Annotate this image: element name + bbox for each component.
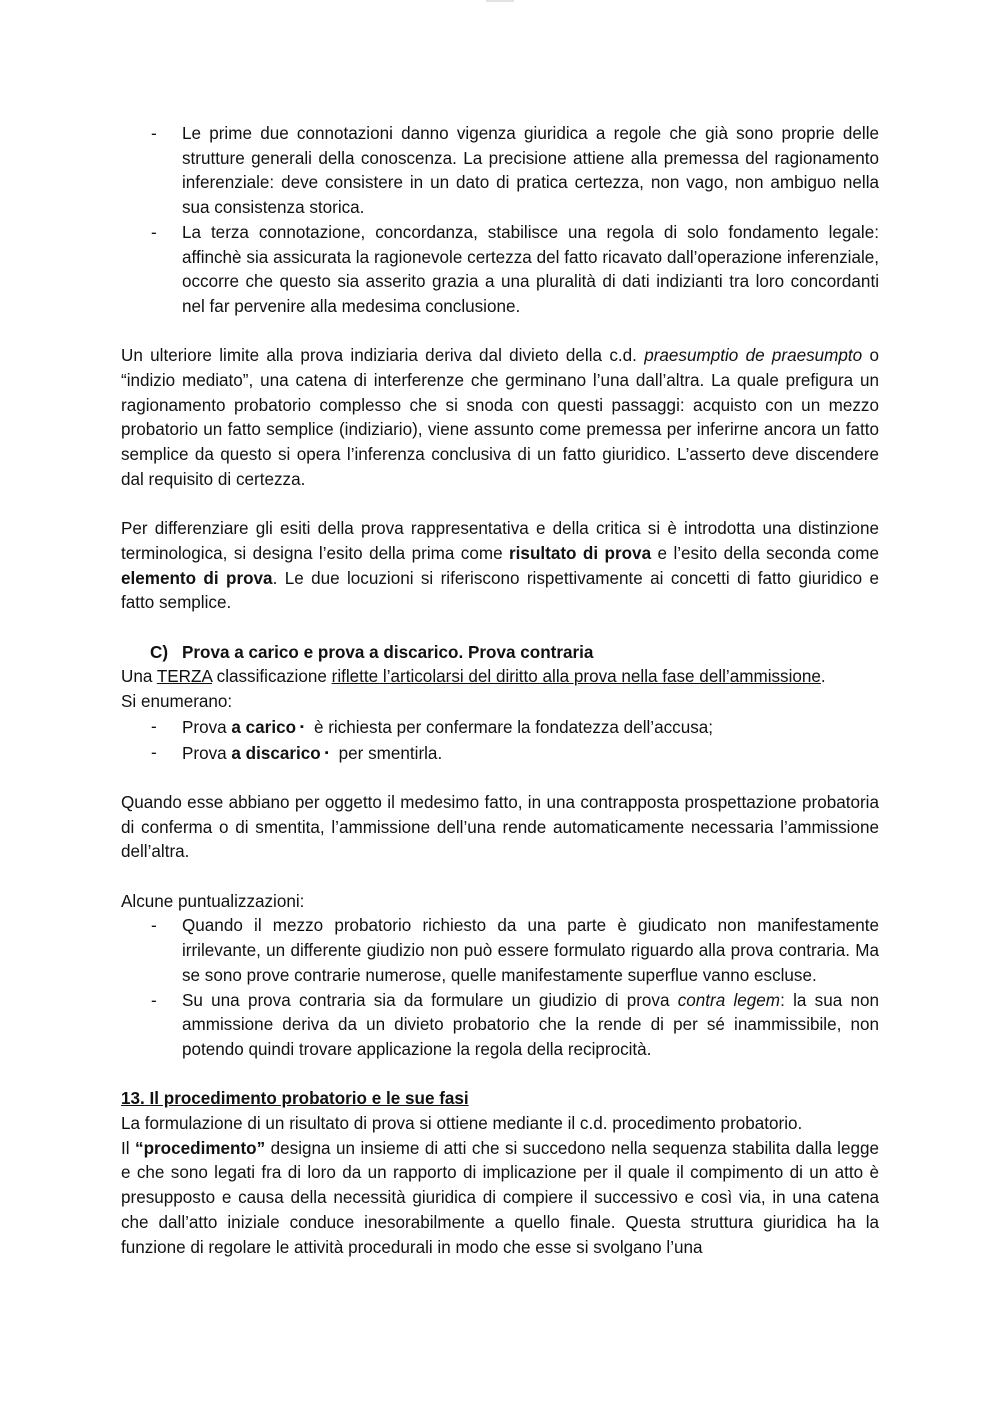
- square-mark: ▪: [300, 720, 304, 733]
- paragraph-esiti: [121, 517, 879, 616]
- section-title: Prova a carico e prova a discarico. Prova contraria: [182, 642, 594, 662]
- bold-term: “procedimento”: [135, 1138, 266, 1158]
- text-run: Prova: [182, 717, 232, 737]
- text-run: e l’esito della seconda come: [651, 543, 879, 563]
- text-run: . Le due locuzioni si riferiscono rispettivamente ai concetti di fatto giuridico e fatto semplice.: [121, 568, 879, 613]
- puntualizzazioni-list: [121, 914, 879, 1062]
- list-item-text: Le prime due connotazioni danno vigenza giuridica a regole che già sono proprie delle strutture generali della conoscenza. La precisione attiene alla premessa del ragionamento inferenziale: deve consistere in un dato di pratica certezza, non vago, non ambiguo nella sua consistenza storica.: [182, 124, 879, 218]
- header-mark: [486, 0, 514, 2]
- connotazioni-list: [121, 122, 879, 320]
- list-item: [121, 715, 879, 741]
- section-c-heading: [121, 641, 879, 666]
- underlined-phrase: riflette l’articolarsi del diritto alla prova nella fase dell’ammissione: [331, 667, 821, 687]
- list-item-text: La terza connotazione, concordanza, stabilisce una regola di solo fondamento legale: affinchè sia assicurata la ragionevole certezza del fatto ricavato dall’operazione inferenziale, occorre che questo sia asserito grazia a una pluralità di dati indizianti tra loro concordanti nel far pervenire alla medesima conclusione.: [182, 222, 879, 316]
- paragraph-praesumptio: [121, 344, 879, 492]
- bold-term: elemento di prova: [121, 568, 273, 588]
- dash-bullet: -: [151, 716, 157, 736]
- text-run: designa un insieme di atti che si succedono nella sequenza stabilita dalla legge e che sono legati fra di loro da un rapporto di implicazione per il quale il compimento di un atto è presupposto e causa della necessità giuridica di compiere il successivo e così via, in una catena che dall’atto iniziale conduce inesorabilmente a quello finale. Questa struttura giuridica ha la funzione di regolare le attività procedurali in modo che esse si svolgano l’una: [121, 1138, 880, 1257]
- italic-term: praesumptio de praesumpto: [644, 346, 863, 366]
- text-run: .: [820, 667, 826, 687]
- carico-list: [121, 715, 879, 766]
- bold-term: a carico: [231, 717, 297, 737]
- dash-bullet: -: [151, 742, 157, 762]
- document-page: [121, 122, 879, 1260]
- section-title: Il procedimento probatorio e le sue fasi: [149, 1089, 469, 1109]
- paragraph-alcune: Alcune puntualizzazioni:: [121, 891, 305, 911]
- list-item: [121, 122, 879, 221]
- square-mark: ▪: [324, 746, 329, 759]
- dash-bullet: -: [151, 222, 157, 242]
- section-letter: C): [150, 642, 169, 662]
- list-item: [121, 914, 879, 988]
- dash-bullet: -: [151, 990, 157, 1010]
- paragraph-procedimento: [121, 1137, 879, 1261]
- text-run: Un ulteriore limite alla prova indiziaria deriva dal divieto della c.d.: [121, 346, 645, 366]
- list-item: [121, 989, 879, 1063]
- bold-term: risultato di prova: [509, 543, 652, 563]
- dash-bullet: -: [151, 916, 157, 936]
- text-run: classificazione: [211, 667, 332, 687]
- text-run: per smentirla.: [338, 743, 443, 763]
- text-run: Prova: [182, 743, 232, 763]
- italic-term: contra legem: [677, 990, 781, 1010]
- text-run: Per differenziare gli esiti della prova rappresentativa e della critica si è introdotta una distinzione terminologica, si designa l’esito della prima come: [121, 519, 879, 563]
- list-item-text: Quando il mezzo probatorio richiesto da una parte è giudicato non manifestamente irrilevante, un differente giudizio non può essere formulato riguardo alla prova contraria. Ma se sono prove contrarie numerose, quelle manifestamente superflue vanno escluse.: [182, 916, 879, 985]
- paragraph-terza: [121, 665, 879, 690]
- paragraph-enumerano: Si enumerano:: [121, 692, 233, 712]
- text-run: o “indizio mediato”, una catena di interferenze che germinano l’una dall’altra. La quale prefigura un ragionamento probatorio complesso che si snoda con questi passaggi: acquisto con un mezzo probatorio un fatto semplice (indiziario), viene assunto come premessa per inferirne ancora un fatto semplice da questo si opera l’inferenza conclusiva di un fatto giuridico. L’asserto deve discendere dal requisito di certezza.: [121, 346, 879, 489]
- text-run: è richiesta per confermare la fondatezza dell’accusa;: [313, 717, 714, 737]
- bold-term: a discarico: [231, 743, 321, 763]
- text-run: Una: [121, 667, 157, 687]
- paragraph-formulazione: La formulazione di un risultato di prova si ottiene mediante il c.d. procedimento probatorio.: [121, 1114, 803, 1134]
- list-item: [121, 741, 879, 767]
- underlined-term: TERZA: [156, 667, 212, 687]
- section-13-heading: [121, 1087, 879, 1112]
- list-item: [121, 221, 879, 320]
- text-run: Su una prova contraria sia da formulare un giudizio di prova: [182, 990, 678, 1010]
- text-run: Il: [121, 1138, 136, 1158]
- section-number: 13.: [121, 1089, 145, 1109]
- text-run: : la sua non ammissione deriva da un divieto probatorio che la rende di per sé inammissibile, non potendo quindi trovare applicazione la regola della reciprocità.: [182, 990, 879, 1059]
- paragraph-quando: Quando esse abbiano per oggetto il medesimo fatto, in una contrapposta prospettazione probatoria di conferma o di smentita, l’ammissione dell’una rende automaticamente necessaria l’ammissione dell’altra.: [121, 792, 879, 862]
- dash-bullet: -: [151, 124, 157, 143]
